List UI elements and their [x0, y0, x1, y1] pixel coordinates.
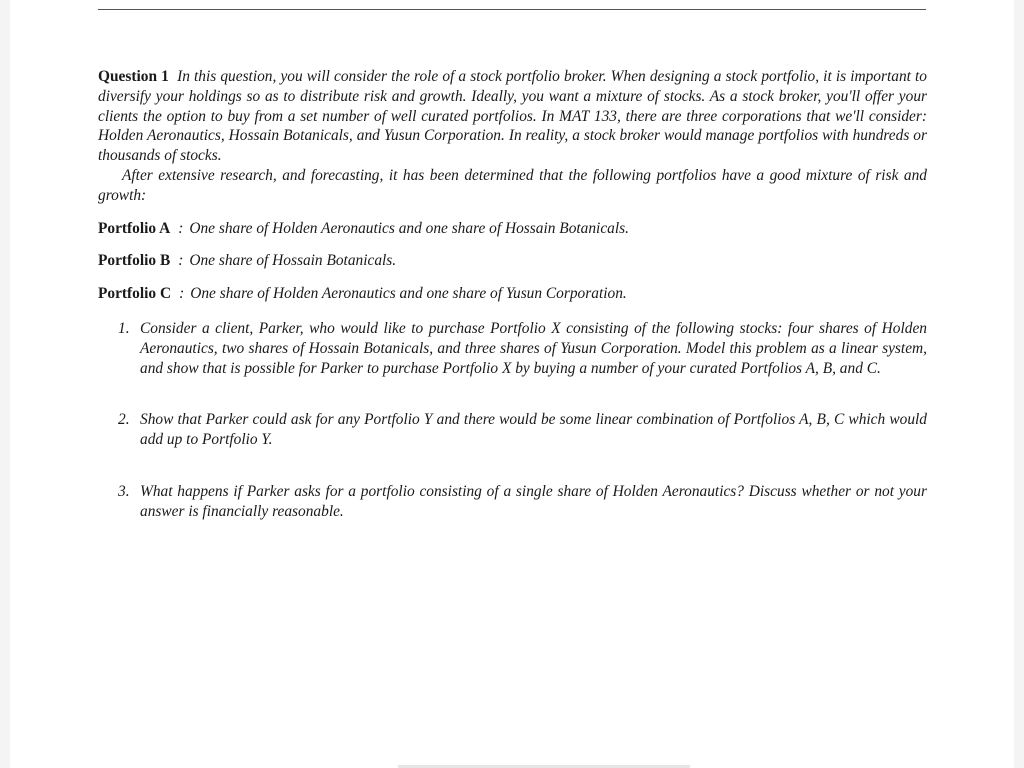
list-item-number: 1.: [118, 319, 130, 337]
portfolio-b-separator: :: [178, 252, 184, 270]
portfolio-a: [98, 219, 927, 239]
portfolio-a-text: One share of Holden Aeronautics and one share of Hossain Botanicals.: [189, 219, 629, 237]
question-followup-paragraph: After extensive research, and forecasting, it has been determined that the following portfolios have a good mixture of risk and growth:: [98, 166, 927, 204]
portfolio-b: [98, 251, 927, 271]
portfolio-b-label: Portfolio B: [98, 252, 171, 270]
question-intro-paragraph: [98, 67, 927, 166]
portfolio-a-label: Portfolio A: [98, 219, 171, 237]
question-label: Question 1: [98, 68, 169, 85]
list-item: [98, 482, 927, 522]
portfolio-c-text: One share of Holden Aeronautics and one share of Yusun Corporation.: [190, 285, 627, 303]
list-item: [98, 410, 927, 450]
header-rule: [98, 9, 926, 10]
list-item-text: Consider a client, Parker, who would like to purchase Portfolio X consisting of the following stocks: four shares of Holden Aeronautics, two shares of Hossain Botanicals, and three shares of Yusun Corporation. Model this problem as a linear system, and show that is possible for Parker to purchase Portfolio X by buying a number of your curated Portfolios A, B, and C.: [140, 319, 927, 377]
question-parts-list: [98, 319, 927, 522]
portfolio-a-separator: :: [178, 219, 184, 237]
list-item-number: 3.: [118, 482, 130, 500]
list-item-number: 2.: [118, 411, 130, 429]
portfolio-c-label: Portfolio C: [98, 285, 172, 303]
list-item-text: What happens if Parker asks for a portfolio consisting of a single share of Holden Aeronautics? Discuss whether or not your answer is financially reasonable.: [140, 482, 927, 520]
document-page: [10, 0, 1014, 768]
question-content: [98, 67, 927, 554]
list-item: [98, 319, 927, 378]
list-item-text: Show that Parker could ask for any Portfolio Y and there would be some linear combination of Portfolios A, B, C which would add up to Portfolio Y.: [140, 411, 927, 449]
portfolio-c-separator: :: [179, 285, 185, 303]
question-intro-text: In this question, you will consider the role of a stock portfolio broker. When designing a stock portfolio, it is important to diversify your holdings so as to distribute risk and growth. Ideally, you want a mixture of stocks. As a stock broker, you'll offer your clients the option to buy from a set number of well curated portfolios. In MAT 133, there are three corporations that we'll consider: Holden Aeronautics, Hossain Botanicals, and Yusun Corporation. In reality, a stock broker would manage portfolios with hundreds or thousands of stocks.: [98, 68, 927, 165]
portfolio-b-text: One share of Hossain Botanicals.: [189, 252, 397, 270]
portfolio-c: [98, 284, 927, 304]
